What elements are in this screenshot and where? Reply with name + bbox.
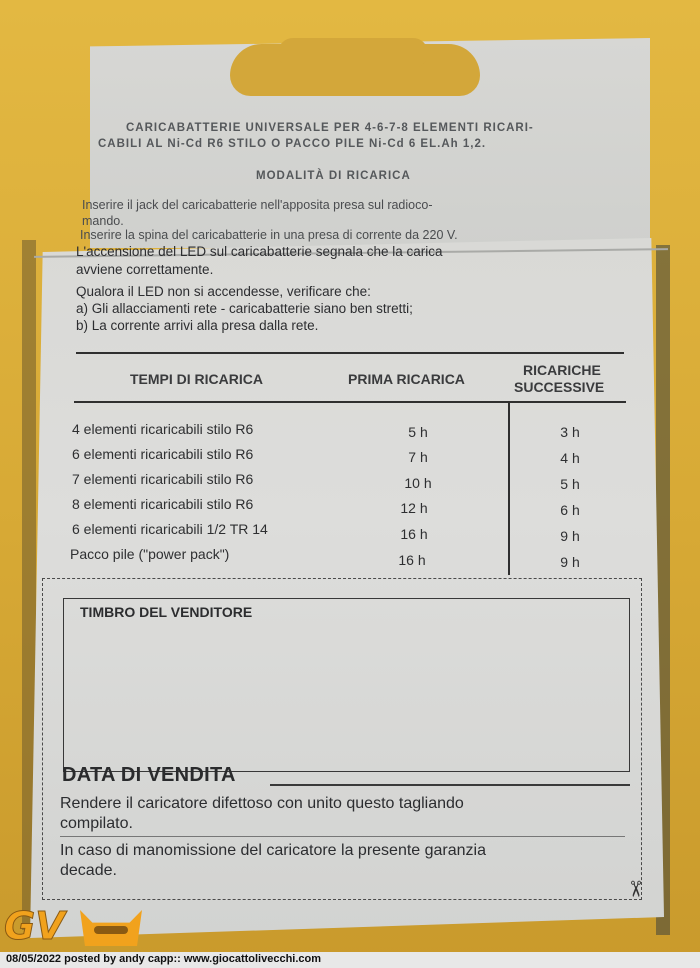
- header-tempi: TEMPI DI RICARICA: [130, 371, 263, 387]
- table-row-1-first: 5 h: [408, 424, 428, 440]
- table-row-6-next: 9 h: [560, 554, 580, 570]
- table-row-2-next: 4 h: [560, 450, 580, 466]
- table-top-rule: [76, 352, 624, 354]
- table-row-1-label: 4 elementi ricaricabili stilo R6: [72, 421, 254, 437]
- coupon-divider: [60, 836, 625, 837]
- table-row-6-first: 16 h: [398, 552, 426, 568]
- warranty-line1: In caso di manomissione del caricatore la presente garanzia: [60, 842, 487, 859]
- sale-date-label: DATA DI VENDITA: [62, 764, 236, 786]
- table-row-2-label: 6 elementi ricaricabili stilo R6: [72, 446, 254, 462]
- table-row-2-first: 7 h: [408, 449, 428, 465]
- flap-title-line1: CARICABATTERIE UNIVERSALE PER 4-6-7-8 ELEMENTI RICARI-: [126, 122, 534, 134]
- scissors-icon: ✂: [623, 879, 649, 899]
- hang-hole: [230, 44, 480, 96]
- header-ricariche: RICARICHE: [523, 362, 601, 378]
- table-row-1-next: 3 h: [560, 424, 580, 440]
- table-row-5-first: 16 h: [400, 526, 428, 542]
- stamp-box: [63, 598, 630, 772]
- step1-line2: mando.: [82, 214, 124, 228]
- step2: Inserire la spina del caricabatterie in una presa di corrente da 220 V.: [80, 228, 458, 242]
- table-row-5-next: 9 h: [560, 528, 580, 544]
- step1-line1: Inserire il jack del caricabatterie nell'apposita presa sul radioco-: [82, 198, 433, 212]
- instruction-line-3: Qualora il LED non si accendesse, verificare che:: [76, 284, 371, 299]
- instruction-line-2: avviene correttamente.: [76, 262, 214, 277]
- header-successive: SUCCESSIVE: [514, 379, 605, 395]
- table-column-rule: [508, 401, 510, 575]
- sale-date-line: [270, 784, 630, 786]
- header-prima: PRIMA RICARICA: [348, 371, 465, 387]
- table-row-3-label: 7 elementi ricaricabili stilo R6: [72, 471, 254, 487]
- return-line2: compilato.: [60, 815, 133, 832]
- instruction-line-5: b) La corrente arrivi alla presa dalla rete.: [76, 318, 319, 333]
- table-row-6-label: Pacco pile ("power pack"): [70, 546, 230, 562]
- logo-gv-text: GV: [4, 904, 65, 948]
- warranty-line2: decade.: [60, 862, 117, 879]
- instruction-line-1: L'accensione del LED sul caricabatterie segnala che la carica: [76, 244, 443, 259]
- stamp-label: TIMBRO DEL VENDITORE: [80, 604, 253, 620]
- table-row-3-next: 5 h: [560, 476, 580, 492]
- table-row-4-next: 6 h: [560, 502, 580, 518]
- return-line1: Rendere il caricatore difettoso con unito questo tagliando: [60, 795, 464, 812]
- table-header-rule: [74, 401, 626, 403]
- logo-mask-icon: [80, 910, 142, 946]
- flap-title-line2: CABILI AL Ni-Cd R6 STILO O PACCO PILE Ni-Cd 6 EL.Ah 1,2.: [98, 138, 487, 150]
- watermark-logo: [4, 904, 144, 952]
- table-row-5-label: 6 elementi ricaricabili 1/2 TR 14: [72, 521, 268, 537]
- credit-text: 08/05/2022 posted by andy capp:: www.giocattolivecchi.com: [6, 953, 322, 965]
- table-row-4-label: 8 elementi ricaricabili stilo R6: [72, 496, 254, 512]
- table-row-4-first: 12 h: [400, 500, 428, 516]
- instruction-line-4: a) Gli allacciamenti rete - caricabatterie siano ben stretti;: [76, 301, 413, 316]
- table-row-3-first: 10 h: [404, 475, 432, 491]
- mode-heading: MODALITÀ DI RICARICA: [256, 170, 411, 182]
